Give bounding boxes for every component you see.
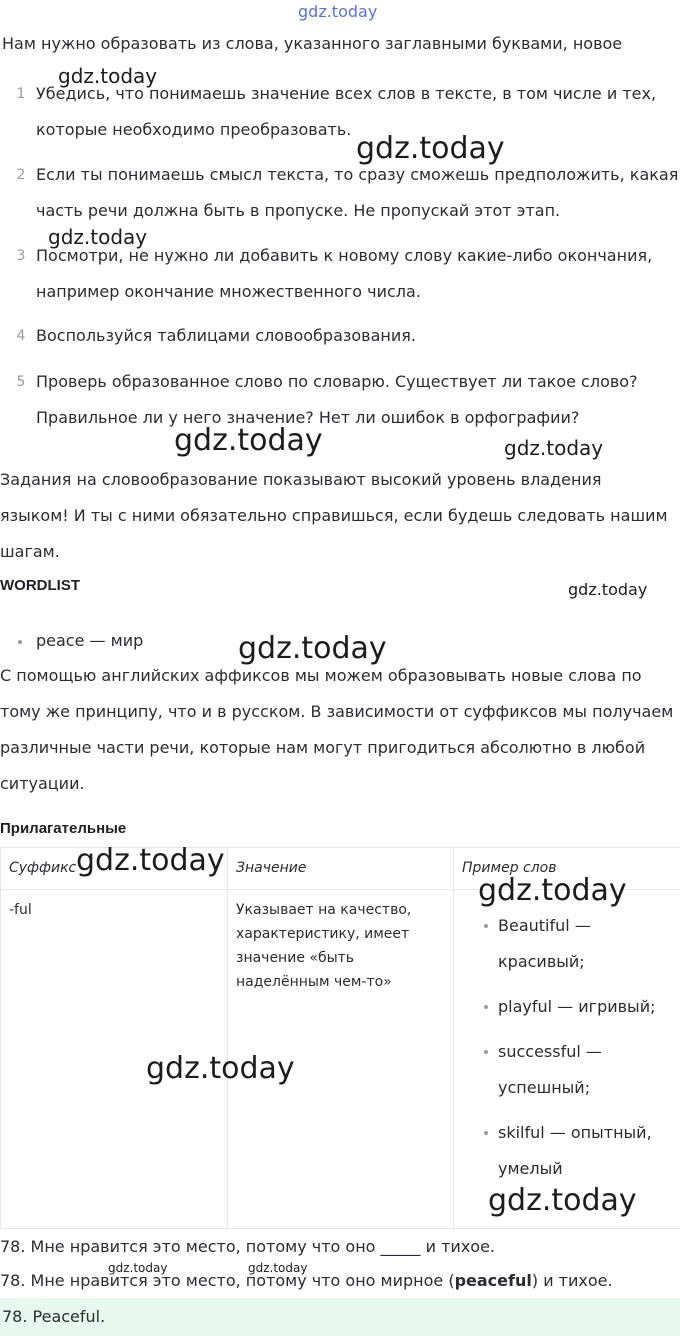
bullet-icon [18, 640, 22, 644]
step-text: часть речи должна быть в пропуске. Не пропускай этот этап. [36, 201, 561, 220]
watermark: gdz.today [248, 1261, 308, 1275]
summary-line: языком! И ты с ними обязательно справишься, если будешь следовать нашим [0, 506, 668, 525]
watermark: gdz.today [108, 1261, 168, 1275]
column-header-examples: Пример слов [454, 848, 680, 890]
watermark: gdz.today [356, 131, 505, 166]
watermark: gdz.today [146, 1051, 295, 1086]
suffix-value: -ful [9, 902, 32, 918]
watermark: gdz.today [238, 631, 387, 666]
summary-line: Задания на словообразование показывают высокий уровень владения [0, 470, 602, 489]
watermark: gdz.today [568, 580, 648, 599]
example-item: playful — игривый; [498, 989, 672, 1025]
step-number: 5 [16, 374, 26, 390]
watermark-top: gdz.today [298, 2, 378, 21]
step-text: Проверь образованное слово по словарю. Существует ли такое слово? [36, 372, 638, 391]
examples-list [462, 908, 672, 1187]
summary-line: шагам. [0, 542, 60, 561]
task-text: 78. Мне нравится это место, потому что оно _____ и тихое. [0, 1237, 496, 1256]
step-text: Правильное ли у него значение? Нет ли ошибок в орфографии? [36, 408, 580, 427]
watermark: gdz.today [48, 225, 148, 249]
watermark: gdz.today [174, 423, 323, 458]
adjectives-heading: Прилагательные [0, 820, 127, 837]
wordlist-heading: WORDLIST [0, 577, 80, 594]
step-number: 2 [16, 167, 26, 183]
step-text: которые необходимо преобразовать. [36, 120, 352, 139]
example-item: Beautiful — красивый; [498, 908, 672, 980]
example-item: successful — успешный; [498, 1034, 672, 1106]
step-number: 4 [16, 328, 26, 344]
examples-cell [454, 890, 680, 1229]
table-row [1, 890, 680, 1229]
affix-line: ситуации. [0, 774, 85, 793]
translation-text [0, 1263, 680, 1299]
watermark: gdz.today [58, 64, 158, 88]
column-header-suffix: Суффикс [1, 848, 228, 890]
affix-line: различные части речи, которые нам могут пригодиться абсолютно в любой [0, 738, 646, 757]
column-header-meaning: Значение [228, 848, 454, 890]
step-text: Посмотри, не нужно ли добавить к новому слову какие-либо окончания, [36, 246, 653, 265]
step-text: Воспользуйся таблицами словообразования. [36, 326, 416, 345]
watermark: gdz.today [76, 843, 225, 878]
step-text: например окончание множественного числа. [36, 282, 421, 301]
wordlist-word: peace — мир [36, 631, 144, 650]
translation-answer-word: peaceful [454, 1271, 532, 1290]
translation-before: 78. Мне нравится это место, потому что оно мирное ( [0, 1271, 455, 1290]
step-text: Убедись, что понимаешь значение всех слов в тексте, в том числе и тех, [36, 84, 657, 103]
affix-line: тому же принципу, что и в русском. В зависимости от суффиксов мы получаем [0, 702, 674, 721]
step-text: Если ты понимаешь смысл текста, то сразу сможешь предположить, какая [36, 165, 679, 184]
example-item: skilful — опытный, умелый [498, 1115, 672, 1187]
meaning-value: Указывает на качество, характеристику, имеет значение «быть наделённым чем-то» [236, 902, 412, 990]
step-number: 3 [16, 248, 26, 264]
watermark: gdz.today [488, 1183, 637, 1218]
watermark: gdz.today [478, 873, 627, 908]
answer-text: 78. Peaceful. [2, 1307, 106, 1326]
watermark: gdz.today [504, 436, 604, 460]
affix-line: С помощью английских аффиксов мы можем образовывать новые слова по [0, 666, 642, 685]
translation-after: ) и тихое. [531, 1271, 613, 1290]
intro-text: Нам нужно образовать из слова, указанного заглавными буквами, новое [2, 34, 623, 53]
step-number: 1 [16, 86, 26, 102]
answer-box [0, 1298, 680, 1336]
